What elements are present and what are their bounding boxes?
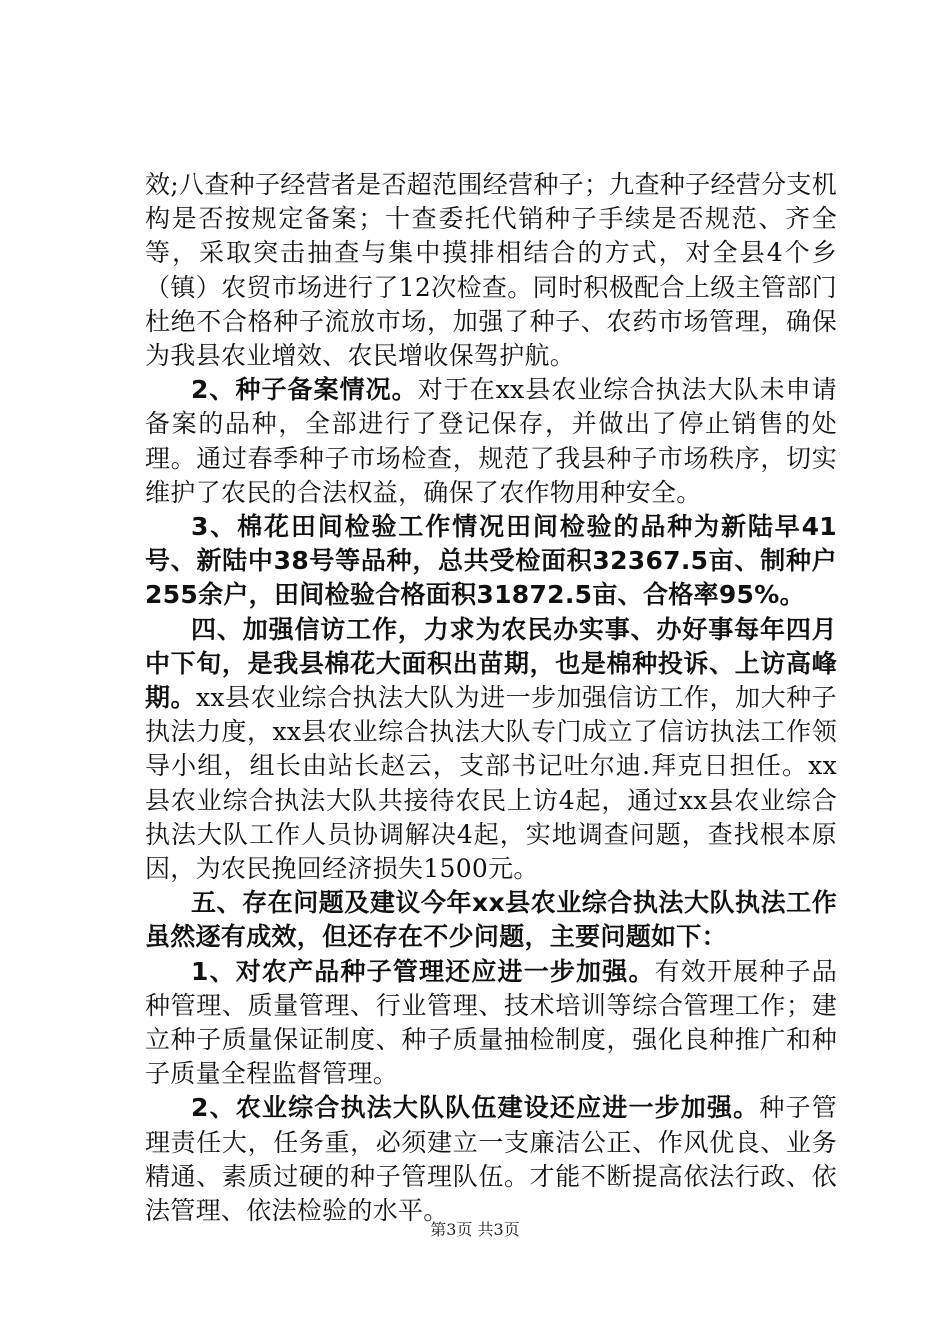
paragraph-heading: 3、棉花田间检验工作情况田间检验的品种为新陆早41号、新陆中38号等品种，总共受检面积32367.5亩、制种户255余户，田间检验合格面积31872.5亩、合格率95%。 [145, 512, 837, 610]
paragraph-cotton-field-inspection [145, 510, 837, 613]
paragraph-text: 有效开展种子品种管理、质量管理、行业管理、技术培训等综合管理工作；建立种子质量保证制度、种子质量抽检制度，强化良种推广和种子质量全程监督管理。 [145, 956, 837, 1089]
paragraph-petition-work [145, 613, 837, 887]
page-number-label: 第3页 共3页 [430, 1220, 520, 1239]
paragraph-text: 种子管理责任大，任务重，必须建立一支廉洁公正、作风优良、业务精通、素质过硬的种子管理队伍。才能不断提高依法行政、依法管理、依法检验的水平。 [145, 1093, 838, 1226]
page-footer [0, 1217, 950, 1240]
paragraph-seed-registration [145, 373, 837, 510]
paragraph-text: xx县农业综合执法大队为进一步加强信访工作，加大种子执法力度，xx县农业综合执法大队专门成立了信访执法工作领导小组，组长由站长赵云，支部书记吐尔迪.拜克日担任。xx县农业综合执法大队共接待农民上访4起，通过xx县农业综合执法大队工作人员协调解决4起，实地调查问题，查找根本原因，为农民挽回经济损失1500元。 [145, 683, 837, 884]
paragraph-team-building [145, 1091, 837, 1228]
paragraph-seed-management [145, 955, 837, 1092]
document-body [145, 168, 837, 1228]
paragraph-heading: 1、对农产品种子管理还应进一步加强。 [191, 956, 655, 986]
paragraph-heading: 四、加强信访工作，力求为农民办实事、办好事每年四月中下旬，是我县棉花大面积出苗期，也是棉种投诉、上访高峰期。 [145, 614, 837, 713]
paragraph-inspection-summary [145, 168, 837, 373]
paragraph-text: 对于在xx县农业综合执法大队未申请备案的品种，全部进行了登记保存，并做出了停止销售的处理。通过春季种子市场检查，规范了我县种子市场秩序，切实维护了农民的合法权益，确保了农作物用种安全。 [145, 375, 837, 507]
paragraph-heading: 2、种子备案情况。 [191, 375, 418, 405]
paragraph-problems-suggestions [145, 886, 837, 954]
paragraph-text: 效;八查种子经营者是否超范围经营种子；九查种子经营分支机构是否按规定备案；十查委托代销种子手续是否规范、齐全等，采取突击抽查与集中摸排相结合的方式，对全县4个乡（镇）农贸市场进行了12次检查。同时积极配合上级主管部门杜绝不合格种子流放市场，加强了种子、农药市场管理，确保为我县农业增效、农民增收保驾护航。 [145, 170, 837, 371]
paragraph-heading: 五、存在问题及建议今年xx县农业综合执法大队执法工作虽然逐有成效，但还存在不少问题，主要问题如下： [145, 888, 837, 952]
paragraph-heading: 2、农业综合执法大队队伍建设还应进一步加强。 [191, 1093, 760, 1123]
